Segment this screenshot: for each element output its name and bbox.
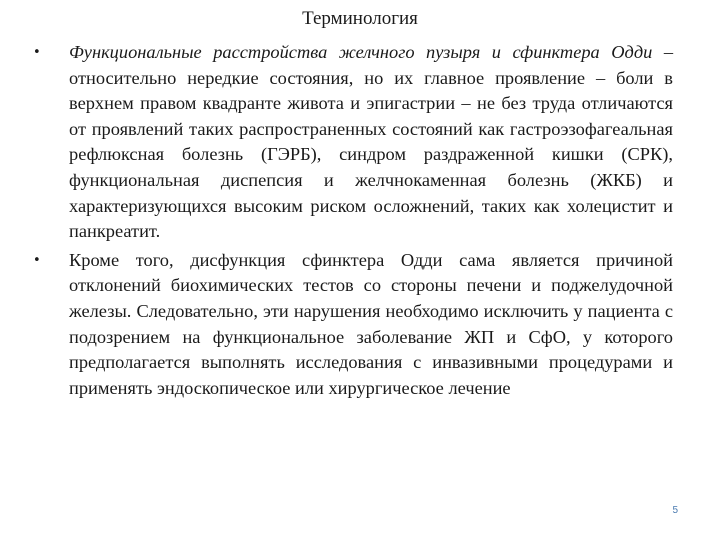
bullet-list [33, 40, 673, 404]
bullet-item-1 [33, 40, 673, 245]
bullet-item-2 [33, 248, 673, 402]
slide-title: Терминология [302, 8, 418, 29]
bullet-icon: • [33, 252, 41, 268]
bullet-1-text: – относительно нередкие состояния, но их главное проявление – боли в верхнем правом квадранте живота и эпигастрии – не без труда отличаются от проявлений таких распространенных состояний как гастроэзофагеальная рефлюксная болезнь (ГЭРБ), синдром раздраженной кишки (СРК), функциональная диспепсия и желчнокаменная болезнь (ЖКБ) и характеризующихся высоким риском осложнений, таких как холецистит и панкреатит. [69, 42, 674, 242]
bullet-2-text: Кроме того, дисфункция сфинктера Одди сама является причиной отклонений биохимических тестов со стороны печени и поджелудочной железы. Следовательно, эти нарушения необходимо исключить у пациента с подозрением на функциональное заболевание ЖП и СфО, у которого предполагается выполнять исследования с инвазивными процедурами и применять эндоскопическое или хирургическое лечение [69, 249, 673, 398]
bullet-1-lead: Функциональные расстройства желчного пузыря и сфинктера Одди [69, 42, 653, 62]
page-number: 5 [672, 505, 678, 516]
bullet-icon: • [33, 45, 41, 60]
